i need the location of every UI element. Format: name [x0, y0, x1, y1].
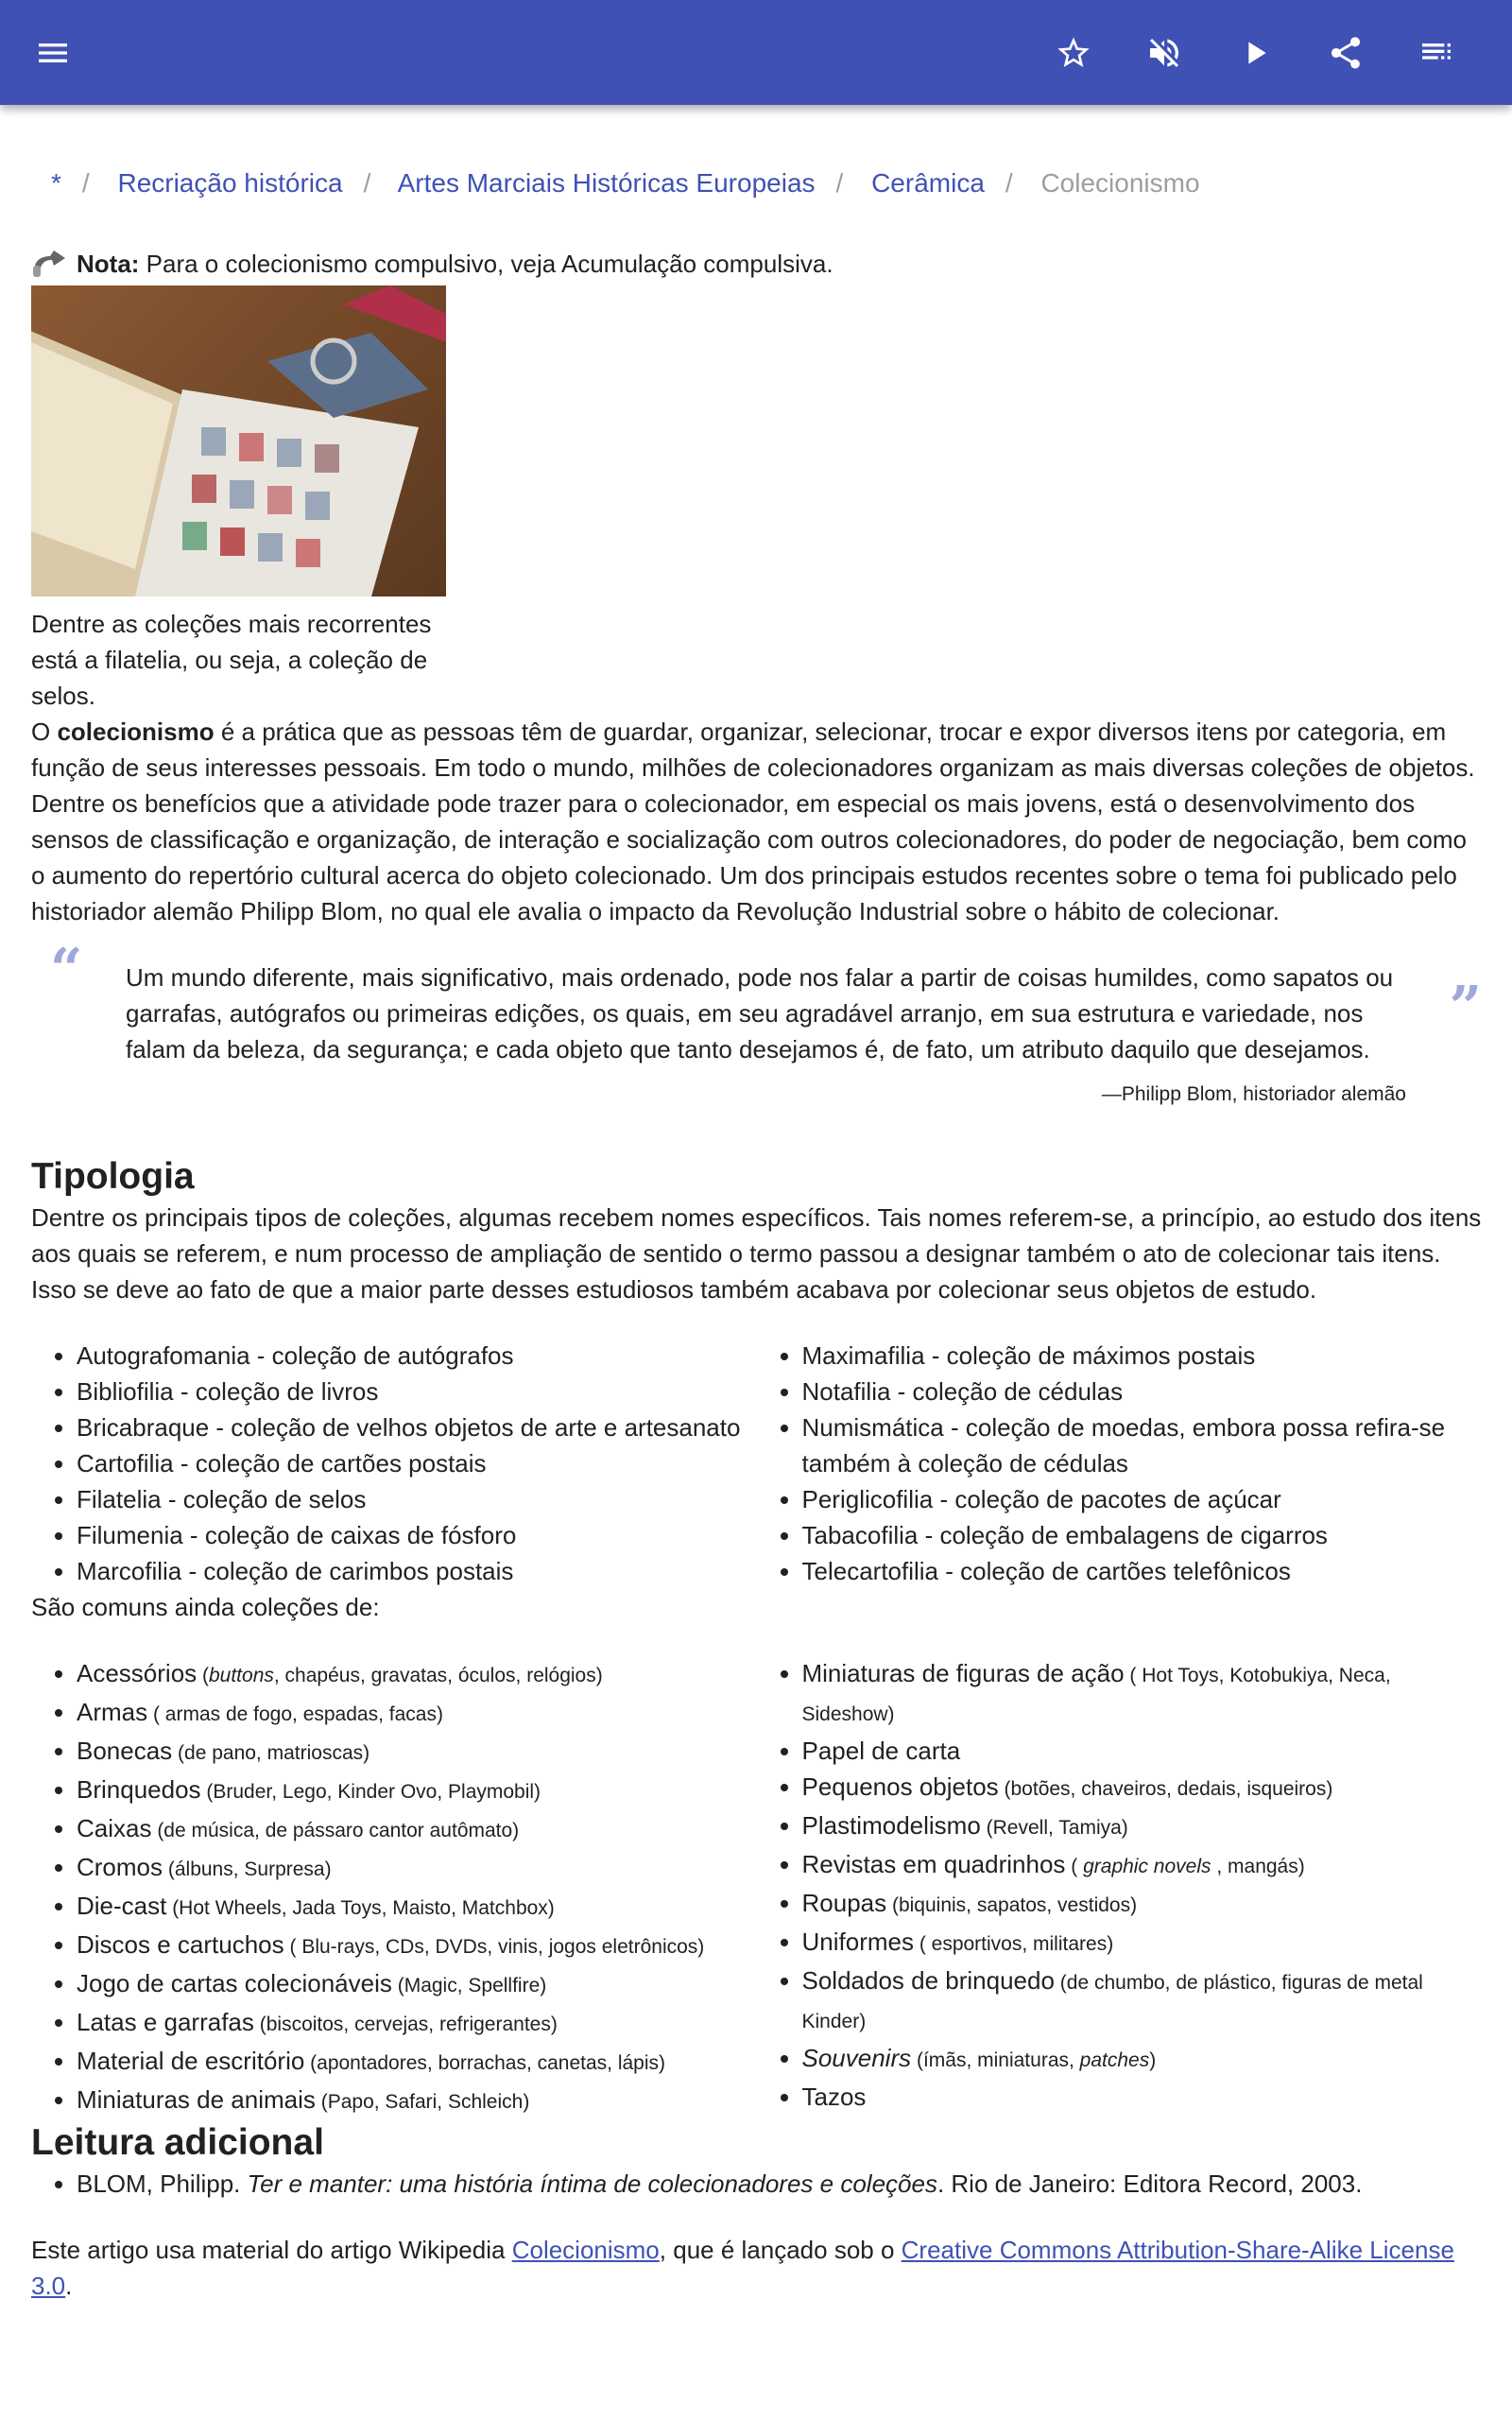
types-list — [31, 1338, 1482, 1589]
breadcrumb-current: Colecionismo — [1040, 168, 1200, 198]
collection-name: Tazos — [801, 2083, 867, 2111]
examples-text: (biscoitos, cervejas, refrigerantes) — [253, 2014, 558, 2035]
examples-text: (Bruder, Lego, Kinder Ovo, Playmobil) — [200, 1781, 541, 1803]
collection-list-item — [77, 2004, 757, 2043]
app-bar — [0, 0, 1512, 105]
collection-list-item — [77, 1927, 757, 1965]
collection-name: Pequenos objetos — [801, 1772, 999, 1801]
collection-list-item — [77, 1772, 757, 1810]
collection-name: Soldados de brinquedo — [801, 1966, 1055, 1995]
type-list-item: • Cartofilia - coleção de cartões postais — [77, 1445, 757, 1481]
collection-name: Die-cast — [77, 1892, 167, 1920]
collection-examples — [172, 1742, 369, 1764]
hatnote — [31, 246, 1482, 282]
collection-name: Discos e cartuchos — [77, 1930, 284, 1959]
examples-text: , mangás) — [1211, 1856, 1305, 1877]
breadcrumb-ceramica[interactable]: Cerâmica — [871, 168, 985, 198]
examples-text: (Magic, Spellfire) — [391, 1975, 547, 1996]
share-icon[interactable] — [1323, 30, 1368, 76]
examples-text: (álbuns, Surpresa) — [163, 1858, 332, 1880]
common-list-right — [757, 1655, 1483, 2120]
collection-examples — [166, 1897, 554, 1919]
collection-name: Roupas — [801, 1889, 887, 1917]
collection-list-item — [802, 1733, 1483, 1769]
star-icon[interactable] — [1051, 30, 1096, 76]
collection-name: Material de escritório — [77, 2047, 305, 2075]
collection-examples — [886, 1894, 1137, 1916]
collection-examples — [911, 2049, 1156, 2071]
collection-list-item — [77, 1888, 757, 1927]
collection-list-item — [802, 2079, 1483, 2115]
collection-name: Armas — [77, 1698, 148, 1726]
collection-examples — [981, 1817, 1128, 1839]
examples-text: , chapéus, gravatas, óculos, relógios) — [273, 1665, 603, 1686]
collection-examples — [284, 1936, 705, 1958]
open-quote-icon: “ — [50, 937, 83, 1003]
examples-text: (Hot Wheels, Jada Toys, Maisto, Matchbox) — [166, 1897, 555, 1919]
common-label: São comuns ainda coleções de: — [31, 1593, 380, 1621]
type-list-item: • Autografomania - coleção de autógrafos — [77, 1338, 757, 1374]
collection-list-item — [77, 1655, 757, 1694]
collection-list-item — [77, 1849, 757, 1888]
collection-list-item — [77, 1810, 757, 1849]
collection-list-item — [802, 1962, 1483, 2040]
breadcrumb-home[interactable]: * — [51, 168, 61, 198]
quote-text: Um mundo diferente, mais significativo, mais ordenado, pode nos falar a partir de coisas humildes, como sapatos ou garrafas, autógrafos ou primeiras edições, os quais, em seu agradável arranjo, em sua estrutura e variedade, nos falam da beleza, da segurança; e cada objeto que tanto desejamos é, de fato, um atributo daquilo que desejamos. — [126, 963, 1394, 1063]
examples-text: (de música, de pássaro cantor autômato) — [151, 1820, 520, 1841]
tipologia-paragraph: Dentre os principais tipos de coleções, algumas recebem nomes específicos. Tais nomes referem-se, a princípio, ao estudo dos itens aos quais se referem, e num processo de ampliação de sentido o termo passou a designar também o ato de colecionar tais itens. Isso se deve ao fato de que a maior parte desses estudiosos também acabava por colecionar seus objetos de estudo. — [31, 1203, 1482, 1304]
collection-name: Miniaturas de animais — [77, 2085, 316, 2114]
volume-off-icon[interactable] — [1142, 30, 1187, 76]
stamp-album-photo — [31, 285, 446, 596]
collection-name: Jogo de cartas colecionáveis — [77, 1969, 392, 1997]
type-list-item: • Tabacofilia - coleção de embalagens de cigarros — [802, 1517, 1483, 1553]
breadcrumb-separator: / — [81, 168, 90, 198]
collection-name: Cromos — [77, 1853, 163, 1881]
type-list-item: • Periglicofilia - coleção de pacotes de açúcar — [802, 1481, 1483, 1517]
collection-name: Miniaturas de figuras de ação — [801, 1659, 1125, 1687]
license-link[interactable]: Creative Commons Attribution-Share-Alike License 3.0 — [31, 2236, 1454, 2300]
reference-item — [77, 2166, 1482, 2202]
examples-text: ( — [197, 1665, 209, 1686]
breadcrumb-separator: / — [1005, 168, 1013, 198]
note-label: Nota: — [77, 250, 140, 278]
collection-examples — [914, 1933, 1113, 1955]
collection-name: Plastimodelismo — [801, 1811, 981, 1840]
examples-italic: buttons — [208, 1665, 274, 1686]
collection-examples — [392, 1975, 546, 1996]
type-list-item: • Bricabraque - coleção de velhos objetos de arte e artesanato — [77, 1409, 757, 1445]
collection-list-item — [77, 1694, 757, 1733]
breadcrumb-separator: / — [363, 168, 371, 198]
breadcrumb-separator: / — [835, 168, 844, 198]
examples-text: (de chumbo, de plástico, figuras de metal Kinder) — [801, 1972, 1423, 2032]
wikipedia-article-link[interactable]: Colecionismo — [511, 2236, 660, 2264]
examples-text: ) — [1149, 2049, 1157, 2071]
breadcrumb — [51, 168, 1200, 199]
collection-name: Caixas — [77, 1814, 152, 1842]
article — [31, 246, 1482, 2304]
footer-text: , que é lançado sob o — [659, 2236, 902, 2264]
blockquote — [31, 937, 1482, 1113]
license-footer — [31, 2232, 1482, 2304]
examples-italic: patches — [1079, 2049, 1150, 2071]
collection-name: Bonecas — [77, 1737, 173, 1765]
examples-italic: graphic novels — [1083, 1856, 1211, 1877]
section-heading-tipologia: Tipologia — [31, 1156, 195, 1197]
ref-publisher: . Rio de Janeiro: Editora Record, 2003. — [936, 2169, 1363, 2198]
collection-name: Acessórios — [77, 1659, 198, 1687]
types-list-left — [31, 1338, 757, 1589]
examples-text: (ímãs, miniaturas, — [911, 2049, 1080, 2071]
footer-text: Este artigo usa material do artigo Wikipedia — [31, 2236, 512, 2264]
intro-text: é a prática que as pessoas têm de guardar, organizar, selecionar, trocar e expor diversos itens por categoria, em função de seus interesses pessoais. Em todo o mundo, milhões de colecionadores organizam as mais diversas coleções de objetos. Dentre os benefícios que a atividade pode trazer para o colecionador, em especial os mais jovens, está o desenvolvimento dos sensos de classificação e organização, de interação e socialização com outros colecionadores, do poder de negociação, bem como o aumento do repertório cultural acerca do objeto colecionado. Um dos principais estudos recentes sobre o tema foi publicado pelo historiador alemão Philipp Blom, no qual ele avalia o impacto da Revolução Industrial sobre o hábito de colecionar. — [31, 717, 1475, 925]
examples-text: ( esportivos, militares) — [913, 1933, 1114, 1955]
type-list-item: • Maximafilia - coleção de máximos postais — [802, 1338, 1483, 1374]
collection-list-item — [77, 1965, 757, 2004]
examples-text: ( Hot Toys, Kotobukiya, Neca, Sideshow) — [801, 1665, 1391, 1725]
playlist-icon[interactable] — [1414, 30, 1459, 76]
collection-name: Latas e garrafas — [77, 2008, 254, 2036]
collection-list-item — [77, 2043, 757, 2082]
examples-text: (botões, chaveiros, dedais, isqueiros) — [998, 1778, 1333, 1800]
collection-list-item — [802, 1885, 1483, 1924]
collection-examples — [999, 1778, 1333, 1800]
collection-name: Uniformes — [801, 1927, 914, 1956]
ref-title: Ter e manter: uma história íntima de colecionadores e coleções — [247, 2169, 937, 2198]
type-list-item: • Numismática - coleção de moedas, embora possa refira-se também à coleção de cédulas — [802, 1409, 1483, 1481]
collection-examples — [316, 2091, 529, 2113]
collection-examples — [304, 2052, 665, 2074]
collection-examples — [254, 2014, 558, 2035]
examples-text: (Revell, Tamiya) — [980, 1817, 1128, 1839]
type-list-item: • Filatelia - coleção de selos — [77, 1481, 757, 1517]
collection-name: Revistas em quadrinhos — [801, 1850, 1066, 1878]
type-list-item: • Notafilia - coleção de cédulas — [802, 1374, 1483, 1409]
figure-caption: Dentre as coleções mais recorrentes está a filatelia, ou seja, a coleção de selos. — [31, 610, 432, 710]
note-icon — [31, 249, 69, 279]
section-heading-leitura: Leitura adicional — [31, 2122, 324, 2163]
type-list-item: • Filumenia - coleção de caixas de fósforo — [77, 1517, 757, 1553]
collection-examples — [197, 1665, 603, 1686]
play-icon[interactable] — [1232, 30, 1278, 76]
collection-examples — [151, 1820, 519, 1841]
examples-text: ( Blu-rays, CDs, DVDs, vinis, jogos eletrônicos) — [284, 1936, 705, 1958]
collection-examples — [147, 1703, 443, 1725]
type-list-item: • Telecartofilia - coleção de cartões telefônicos — [802, 1553, 1483, 1589]
type-list-item: • Marcofilia - coleção de carimbos postais — [77, 1553, 757, 1589]
collection-list-item — [77, 2082, 757, 2120]
collection-list-item — [802, 1655, 1483, 1733]
intro-paragraph — [31, 714, 1482, 929]
examples-text: (biquinis, sapatos, vestidos) — [886, 1894, 1138, 1916]
type-list-item: • Bibliofilia - coleção de livros — [77, 1374, 757, 1409]
collection-list-item — [802, 1924, 1483, 1962]
common-list — [31, 1655, 1482, 2120]
breadcrumb-recriacao[interactable]: Recriação histórica — [117, 168, 343, 198]
note-text: Para o colecionismo compulsivo, veja Acumulação compulsiva. — [139, 250, 833, 278]
examples-text: (de pano, matrioscas) — [172, 1742, 370, 1764]
examples-text: ( armas de fogo, espadas, facas) — [147, 1703, 443, 1725]
collection-name: Brinquedos — [77, 1775, 201, 1804]
collection-examples — [163, 1858, 332, 1880]
collection-name: Papel de carta — [801, 1737, 961, 1765]
collection-list-item — [802, 2040, 1483, 2079]
collection-list-item — [77, 1733, 757, 1772]
ref-author: BLOM, Philipp. — [77, 2169, 248, 2198]
collection-list-item — [802, 1807, 1483, 1846]
collection-list-item — [802, 1846, 1483, 1885]
breadcrumb-artes-marciais[interactable]: Artes Marciais Históricas Europeias — [397, 168, 816, 198]
collection-examples — [201, 1781, 541, 1803]
collection-list-item — [802, 1769, 1483, 1807]
collection-examples — [1065, 1856, 1304, 1877]
close-quote-icon: ” — [1449, 975, 1482, 1041]
collection-name: Souvenirs — [801, 2044, 912, 2072]
reading-list — [31, 2166, 1482, 2202]
common-list-left — [31, 1655, 757, 2120]
intro-pre: O — [31, 717, 58, 746]
intro-bold-term: colecionismo — [57, 717, 215, 746]
examples-text: (apontadores, borrachas, canetas, lápis) — [304, 2052, 666, 2074]
examples-text: (Papo, Safari, Schleich) — [315, 2091, 530, 2113]
quote-citation: —Philipp Blom, historiador alemão — [1101, 1083, 1406, 1105]
footer-text: . — [65, 2272, 73, 2300]
examples-text: ( — [1065, 1856, 1084, 1877]
types-list-right — [757, 1338, 1483, 1589]
menu-icon[interactable] — [30, 30, 76, 76]
